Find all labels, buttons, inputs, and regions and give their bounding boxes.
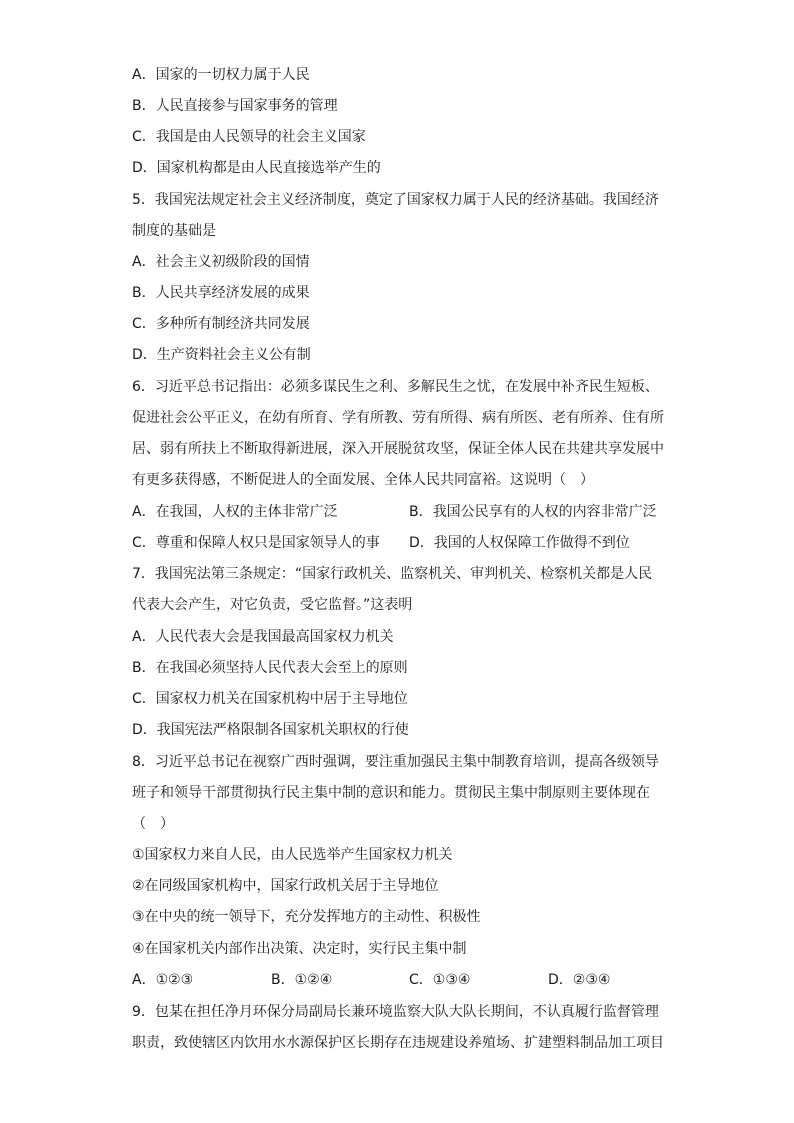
q8-item-3: ③在中央的统一领导下，充分发挥地方的主动性、积极性 [132, 909, 481, 925]
q5-stem-line-2: 制度的基础是 [132, 223, 216, 239]
q4-option-c: C．我国是由人民领导的社会主义国家 [132, 129, 366, 145]
q8-stem-line-2: 班子和领导干部贯彻执行民主集中制的意识和能力。贯彻民主集中制原则主要体现在 [132, 785, 650, 801]
q8-item-1: ①国家权力来自人民，由人民选举产生国家权力机关 [132, 847, 453, 863]
q8-option-d: D．②③④ [548, 972, 611, 988]
q8-stem-line-3: （ ） [132, 816, 174, 832]
q8-option-c: C．①③④ [409, 972, 471, 988]
q8-option-b: B．①②④ [271, 972, 333, 988]
q6-stem-line-2: 促进社会公平正义，在幼有所育、学有所教、劳有所得、病有所医、老有所养、住有所 [132, 410, 664, 426]
q7-option-c: C．国家权力机关在国家机构中居于主导地位 [132, 691, 408, 707]
q5-option-d: D．生产资料社会主义公有制 [132, 347, 311, 363]
q8-item-2: ②在同级国家机构中，国家行政机关居于主导地位 [132, 878, 439, 894]
q6-option-a: A．在我国，人权的主体非常广泛 [132, 504, 338, 520]
q6-stem-line-3: 居、弱有所扶上不断取得新进展，深入开展脱贫攻坚，保证全体人民在共建共享发展中 [132, 441, 664, 457]
q7-stem-line-1: 7．我国宪法第三条规定：“国家行政机关、监察机关、审判机关、检察机关都是人民 [132, 566, 653, 582]
q4-option-a: A．国家的一切权力属于人民 [132, 67, 310, 83]
q9-stem-line-1: 9．包某在担任净月环保分局副局长兼环境监察大队大队长期间，不认真履行监督管理 [132, 1004, 659, 1020]
q8-stem-line-1: 8．习近平总书记在视察广西时强调，要注重加强民主集中制教育培训，提高各级领导 [132, 754, 659, 770]
q4-option-b: B．人民直接参与国家事务的管理 [132, 98, 338, 114]
q5-option-c: C．多种所有制经济共同发展 [132, 316, 310, 332]
q9-stem-line-2: 职责，致使辖区内饮用水水源保护区长期存在违规建设养殖场、扩建塑料制品加工项目 [132, 1035, 664, 1051]
q8-option-a: A．①②③ [132, 972, 194, 988]
q5-option-b: B．人民共享经济发展的成果 [132, 285, 310, 301]
q7-option-b: B．在我国必须坚持人民代表大会至上的原则 [132, 660, 408, 676]
q6-stem-line-4: 有更多获得感，不断促进人的全面发展、全体人民共同富裕。这说明（ ） [132, 472, 594, 488]
q7-stem-line-2: 代表大会产生，对它负责，受它监督。”这表明 [132, 597, 413, 613]
q6-stem-line-1: 6．习近平总书记指出：必须多谋民生之利、多解民生之忧，在发展中补齐民生短板、 [132, 379, 659, 395]
q4-option-d: D．国家机构都是由人民直接选举产生的 [132, 160, 381, 176]
q6-option-c: C．尊重和保障人权只是国家领导人的事 [132, 535, 380, 551]
q7-option-d: D．我国宪法严格限制各国家机关职权的行使 [132, 722, 409, 738]
q7-option-a: A．人民代表大会是我国最高国家权力机关 [132, 629, 394, 645]
q5-option-a: A．社会主义初级阶段的国情 [132, 254, 310, 270]
q8-item-4: ④在国家机关内部作出决策、决定时，实行民主集中制 [132, 941, 467, 957]
q6-option-d: D．我国的人权保障工作做得不到位 [409, 535, 630, 551]
q5-stem-line-1: 5．我国宪法规定社会主义经济制度，奠定了国家权力属于人民的经济基础。我国经济 [132, 192, 659, 208]
q6-option-b: B．我国公民享有的人权的内容非常广泛 [409, 504, 657, 520]
